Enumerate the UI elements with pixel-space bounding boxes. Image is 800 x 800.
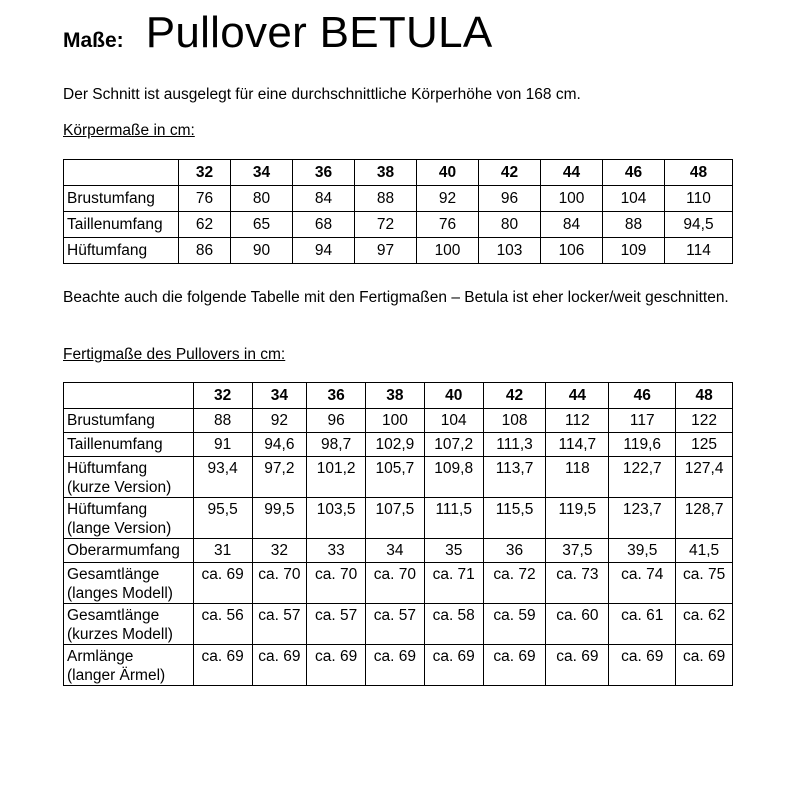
table-cell: 128,7	[676, 498, 733, 539]
table-cell: ca. 71	[424, 563, 483, 604]
table-header-row	[64, 383, 733, 409]
row-label-line: Armlänge	[67, 648, 134, 665]
table-cell: 76	[179, 186, 231, 212]
table-cell: 100	[366, 409, 425, 433]
table-cell: 103	[479, 238, 541, 264]
table-cell: 96	[307, 409, 366, 433]
table-row	[64, 539, 733, 563]
table-cell: ca. 69	[193, 563, 252, 604]
table-cell: 107,5	[366, 498, 425, 539]
table-cell: 92	[252, 409, 307, 433]
table-cell: 125	[676, 433, 733, 457]
table-header-row	[64, 160, 733, 186]
table-cell: 88	[603, 212, 665, 238]
table-cell: 110	[665, 186, 733, 212]
table-cell: 105,7	[366, 457, 425, 498]
table-cell: 90	[231, 238, 293, 264]
table-cell: 37,5	[546, 539, 609, 563]
table-cell: 114,7	[546, 433, 609, 457]
table-cell: 100	[541, 186, 603, 212]
size-header: 40	[424, 383, 483, 409]
table-cell: ca. 70	[252, 563, 307, 604]
table-cell: 62	[179, 212, 231, 238]
table-cell: 93,4	[193, 457, 252, 498]
table-cell: 97	[355, 238, 417, 264]
table-cell: ca. 59	[483, 604, 546, 645]
table-cell: ca. 69	[252, 645, 307, 686]
row-label-line: (langer Ärmel)	[67, 667, 166, 684]
table-row	[64, 238, 733, 264]
table-cell: ca. 75	[676, 563, 733, 604]
table-cell: 94,5	[665, 212, 733, 238]
table-cell: 104	[603, 186, 665, 212]
table-cell: ca. 60	[546, 604, 609, 645]
table-row	[64, 433, 733, 457]
table-row	[64, 604, 733, 645]
table-cell: 119,6	[609, 433, 676, 457]
table-cell: 119,5	[546, 498, 609, 539]
body-measures-heading: Körpermaße in cm:	[63, 122, 195, 139]
table-cell: 80	[479, 212, 541, 238]
table-cell: ca. 72	[483, 563, 546, 604]
table-cell: ca. 70	[307, 563, 366, 604]
table-row	[64, 409, 733, 433]
row-label	[64, 433, 194, 457]
table-cell: 92	[417, 186, 479, 212]
row-label	[64, 563, 194, 604]
table-cell: 88	[355, 186, 417, 212]
table-cell: ca. 57	[366, 604, 425, 645]
table-cell: 104	[424, 409, 483, 433]
row-label-line: Hüftumfang	[67, 460, 148, 477]
row-label-line: Taillenumfang	[67, 436, 163, 453]
intro-text: Der Schnitt ist ausgelegt für eine durchschnittliche Körperhöhe von 168 cm.	[63, 86, 581, 103]
table-cell: ca. 69	[676, 645, 733, 686]
table-cell: 68	[293, 212, 355, 238]
table-cell: 123,7	[609, 498, 676, 539]
table-cell: 97,2	[252, 457, 307, 498]
table-cell: 35	[424, 539, 483, 563]
size-header: 48	[676, 383, 733, 409]
table-cell: 113,7	[483, 457, 546, 498]
row-label-line: (kurze Version)	[67, 479, 172, 496]
table-cell: 91	[193, 433, 252, 457]
size-header: 48	[665, 160, 733, 186]
table-cell: 102,9	[366, 433, 425, 457]
row-label-line: (lange Version)	[67, 520, 172, 537]
table-cell: ca. 62	[676, 604, 733, 645]
size-header: 32	[193, 383, 252, 409]
row-label-line: Gesamtlänge	[67, 566, 160, 583]
row-label-line: Hüftumfang	[67, 501, 148, 518]
size-header: 38	[366, 383, 425, 409]
table-cell: 112	[546, 409, 609, 433]
table-cell: 99,5	[252, 498, 307, 539]
table-row	[64, 457, 733, 498]
size-header: 34	[252, 383, 307, 409]
table-cell: ca. 69	[609, 645, 676, 686]
table-cell: 86	[179, 238, 231, 264]
table-cell: ca. 69	[307, 645, 366, 686]
table-cell: ca. 69	[424, 645, 483, 686]
table-row	[64, 212, 733, 238]
table-cell: 101,2	[307, 457, 366, 498]
table-row	[64, 186, 733, 212]
table-cell: 103,5	[307, 498, 366, 539]
body-measures-table	[63, 159, 733, 264]
table-cell: 94	[293, 238, 355, 264]
size-header: 46	[609, 383, 676, 409]
table-cell: 72	[355, 212, 417, 238]
row-label-line: Brustumfang	[67, 190, 155, 207]
table-cell: ca. 56	[193, 604, 252, 645]
page-title: Pullover BETULA	[145, 8, 493, 57]
table-cell: ca. 57	[307, 604, 366, 645]
table-cell: ca. 74	[609, 563, 676, 604]
row-label	[64, 539, 194, 563]
corner-cell	[64, 383, 194, 409]
table-cell: 118	[546, 457, 609, 498]
table-cell: ca. 57	[252, 604, 307, 645]
row-label	[64, 409, 194, 433]
row-label	[64, 238, 179, 264]
table-cell: 36	[483, 539, 546, 563]
row-label-line: Gesamtlänge	[67, 607, 160, 624]
table-cell: 41,5	[676, 539, 733, 563]
table-cell: 117	[609, 409, 676, 433]
table-row	[64, 645, 733, 686]
table-cell: ca. 73	[546, 563, 609, 604]
table-cell: 111,5	[424, 498, 483, 539]
row-label	[64, 186, 179, 212]
table-cell: 31	[193, 539, 252, 563]
title-label: Maße:	[63, 29, 124, 52]
table-cell: 76	[417, 212, 479, 238]
table-cell: 88	[193, 409, 252, 433]
size-header: 36	[307, 383, 366, 409]
row-label	[64, 604, 194, 645]
row-label-line: Taillenumfang	[67, 216, 163, 233]
table-cell: 39,5	[609, 539, 676, 563]
table-cell: 65	[231, 212, 293, 238]
note-text: Beachte auch die folgende Tabelle mit den Fertigmaßen – Betula ist eher locker/weit geschnitten.	[63, 289, 729, 306]
size-header: 40	[417, 160, 479, 186]
table-cell: ca. 61	[609, 604, 676, 645]
row-label	[64, 498, 194, 539]
size-header: 32	[179, 160, 231, 186]
row-label-line: Hüftumfang	[67, 242, 148, 259]
table-cell: 122,7	[609, 457, 676, 498]
table-cell: 111,3	[483, 433, 546, 457]
table-cell: 80	[231, 186, 293, 212]
size-header: 42	[483, 383, 546, 409]
table-cell: ca. 58	[424, 604, 483, 645]
table-cell: 127,4	[676, 457, 733, 498]
table-cell: 100	[417, 238, 479, 264]
row-label-line: (langes Modell)	[67, 585, 173, 602]
table-cell: 122	[676, 409, 733, 433]
table-cell: ca. 70	[366, 563, 425, 604]
table-cell: ca. 69	[546, 645, 609, 686]
table-cell: 32	[252, 539, 307, 563]
table-cell: 114	[665, 238, 733, 264]
row-label	[64, 645, 194, 686]
table-row	[64, 563, 733, 604]
table-cell: 84	[293, 186, 355, 212]
size-header: 34	[231, 160, 293, 186]
table-cell: 96	[479, 186, 541, 212]
row-label	[64, 212, 179, 238]
table-cell: ca. 69	[366, 645, 425, 686]
table-cell: 33	[307, 539, 366, 563]
size-header: 46	[603, 160, 665, 186]
table-cell: 109	[603, 238, 665, 264]
table-cell: 107,2	[424, 433, 483, 457]
table-cell: 94,6	[252, 433, 307, 457]
finished-measures-table	[63, 382, 733, 686]
size-header: 44	[541, 160, 603, 186]
table-cell: 84	[541, 212, 603, 238]
row-label-line: Oberarmumfang	[67, 542, 180, 559]
table-cell: 108	[483, 409, 546, 433]
table-cell: 34	[366, 539, 425, 563]
table-cell: 106	[541, 238, 603, 264]
table-cell: ca. 69	[193, 645, 252, 686]
table-cell: 98,7	[307, 433, 366, 457]
size-header: 38	[355, 160, 417, 186]
size-header: 44	[546, 383, 609, 409]
table-cell: ca. 69	[483, 645, 546, 686]
row-label-line: (kurzes Modell)	[67, 626, 173, 643]
size-header: 42	[479, 160, 541, 186]
table-cell: 115,5	[483, 498, 546, 539]
row-label	[64, 457, 194, 498]
corner-cell	[64, 160, 179, 186]
row-label-line: Brustumfang	[67, 412, 155, 429]
table-row	[64, 498, 733, 539]
title-row	[63, 8, 493, 58]
table-cell: 109,8	[424, 457, 483, 498]
finished-measures-heading: Fertigmaße des Pullovers in cm:	[63, 346, 286, 363]
table-cell: 95,5	[193, 498, 252, 539]
size-header: 36	[293, 160, 355, 186]
